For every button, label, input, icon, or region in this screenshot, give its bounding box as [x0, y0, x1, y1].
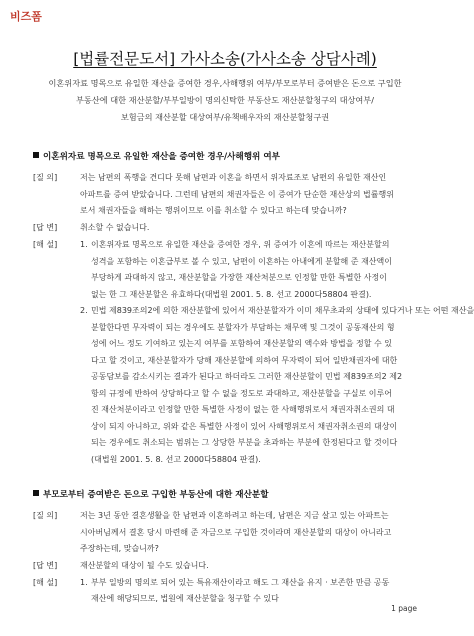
section-heading-text: 이혼위자료 명목으로 유일한 재산을 증여한 경우/사해행위 여부	[43, 152, 280, 162]
item-number: 2.	[80, 306, 88, 315]
question-line: 주장하는데, 맞습니까?	[80, 544, 159, 553]
commentary-line: 진 재산처분이라고 인정할 만한 특별한 사정이 없는 한 사해행위로서 채권자취소권의 대	[91, 405, 395, 414]
answer-text: 취소할 수 없습니다.	[80, 223, 150, 232]
commentary-line: 공동담보를 감소시키는 결과가 된다고 하더라도 그러한 재산분할이 민법 제839조의2 제2	[91, 372, 403, 381]
square-bullet-icon	[33, 152, 39, 158]
commentary-item	[33, 237, 423, 303]
question-tag: [질 의]	[33, 173, 58, 182]
subtitle-line: 부동산에 대한 재산분할/부부일방이 명의신탁한 부동산도 재산분할청구의 대상여부/	[76, 95, 374, 105]
answer-block	[33, 558, 423, 575]
commentary-line: 없는 한 그 재산분할은 유효하다(대법원 2001. 5. 8. 선고 2000다58804 판결).	[91, 289, 372, 299]
commentary-line: 부부 일방의 명의로 되어 있는 특유재산이라고 해도 그 재산을 유지 · 보존한 만큼 공동	[91, 578, 390, 587]
commentary-item	[33, 303, 474, 473]
commentary-line: 분할한다면 무자력이 되는 경우에도 분할자가 부담하는 채무액 및 그것이 공동재산의 형	[91, 322, 395, 332]
section-heading	[33, 488, 269, 500]
section-heading	[33, 150, 280, 162]
question-line: 로서 채권자들을 해하는 행위이므로 이를 취소할 수 있다고 하는데 맞습니까?	[80, 206, 347, 215]
question-line: 시아버님께서 결혼 당시 마련해 준 자금으로 구입한 것이라며 재산분할의 대상이 아니라고	[80, 527, 392, 537]
question-block	[33, 170, 423, 220]
commentary-line-rest: 이미 채무초과의 상태에 있다거나 또는 어떤 재산을	[296, 306, 474, 315]
subtitle-line: 이혼위자료 명목으로 유일한 재산을 증여한 경우,사해행위 여부/부모로부터 증여받은 돈으로 구입한	[48, 78, 402, 88]
answer-tag: [답 변]	[33, 223, 58, 232]
commentary-item	[33, 575, 423, 591]
question-block	[33, 508, 423, 558]
commentary-line: (대법원 2001. 5. 8. 선고 2000다58804 판결).	[91, 454, 261, 464]
document-title-text: [법률전문도서] 가사소송(가사소송 상담사례)	[73, 50, 377, 68]
question-line: 저는 남편의 폭행을 견디다 못해 남편과 이혼을 하면서 위자료조로 남편의 유일한 재산인	[80, 173, 387, 182]
commentary-line: 항의 규정에 반하여 상당하다고 할 수 없을 정도로 과대하고, 재산분할을 구실로 이루어	[91, 388, 392, 398]
item-number: 1.	[80, 578, 88, 587]
document-subtitle	[40, 75, 410, 126]
bizform-logo: 비즈폼	[10, 10, 42, 23]
commentary-line: 상이 되지 아니하고, 위와 같은 특별한 사정이 있어 사해행위로서 채권자취소권의 대상이	[91, 421, 398, 431]
question-tag: [질 의]	[33, 511, 58, 520]
page-number: 1 page	[391, 604, 417, 613]
commentary-line: 부당하게 과대하지 않고, 재산분할을 가장한 재산처분으로 인정할 만한 특별한 사정이	[91, 273, 387, 282]
commentary-line: 이혼위자료 명목으로 유일한 재산을 증여한 경우, 위 증여가 이혼에 따르는 재산분할의	[91, 240, 390, 249]
commentary-line: 성격을 포함하는 이혼급부로 볼 수 있고, 남편이 이혼하는 아내에게 분할해 준 재산액이	[91, 256, 392, 266]
commentary-line: 성에 어느 정도 기여하고 있는지 여부를 포함하여 재산분할의 액수와 방법을 정할 수 있	[91, 339, 392, 348]
answer-block	[33, 220, 423, 237]
commentary-item-continued	[33, 591, 423, 607]
item-number: 1.	[80, 240, 88, 249]
answer-text: 재산분할의 대상이 될 수도 있습니다.	[80, 561, 209, 570]
section-heading-text: 부모로부터 증여받은 돈으로 구입한 부동산에 대한 재산분할	[43, 490, 269, 500]
commentary-tag: [해 설]	[33, 240, 58, 249]
commentary-tag: [해 설]	[33, 578, 58, 587]
commentary-line: 재산에 해당되므로, 법원에 재산분할을 청구할 수 있다	[91, 594, 279, 603]
commentary-line	[91, 303, 474, 320]
question-line: 아파트를 증여 받았습니다. 그런데 남편의 채권자들은 이 증여가 단순한 재산상의 법률행위	[80, 189, 394, 199]
document-title	[0, 47, 450, 69]
answer-tag: [답 변]	[33, 561, 58, 570]
commentary-line-prefix: 민법 제839조의2에 의한 재산분할에 있어서 재산분할자가	[91, 306, 297, 315]
square-bullet-icon	[33, 490, 39, 496]
subtitle-line: 보험금의 재산분할 대상여부/유책배우자의 재산분할청구권	[120, 112, 330, 122]
commentary-line: 되는 경우에도 취소되는 범위는 그 상당한 부분을 초과하는 부분에 한정된다고 할 것이다	[91, 438, 398, 447]
question-line: 저는 3년 동안 결혼생활을 한 남편과 이혼하려고 하는데, 남편은 지금 살고 있는 아파트는	[80, 511, 389, 520]
commentary-line: 다고 할 것이고, 재산분할자가 당해 재산분할에 의하여 무자력이 되어 일반채권자에 대한	[91, 355, 398, 365]
